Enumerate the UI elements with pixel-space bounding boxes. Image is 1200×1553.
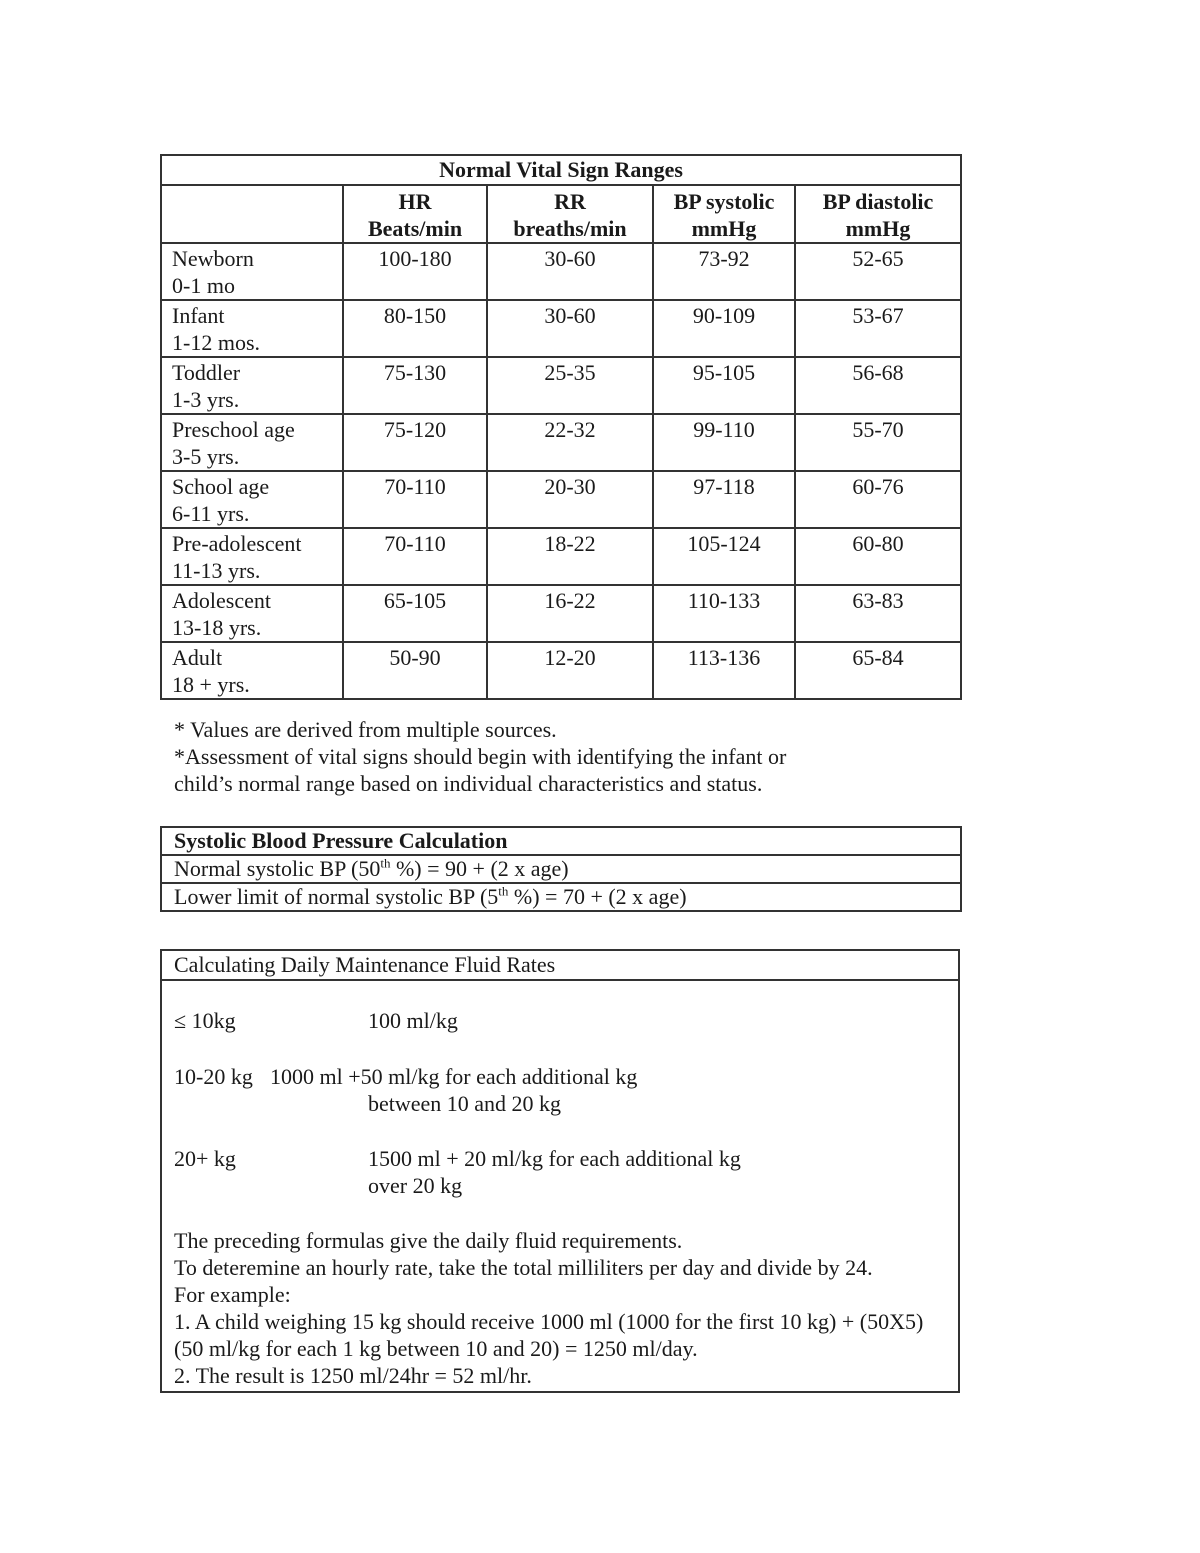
fluid-para: For example:	[174, 1282, 291, 1307]
rr-value: 18-22	[487, 528, 653, 585]
vitals-row	[161, 414, 961, 471]
vital-signs-table	[160, 154, 962, 700]
fluid-rate: 100 ml/kg	[368, 1008, 458, 1033]
bp-diastolic-value: 65-84	[795, 642, 961, 699]
note-line: * Values are derived from multiple sources.	[174, 717, 557, 742]
maintenance-fluid-box	[160, 949, 960, 1393]
sbp-title: Systolic Blood Pressure Calculation	[161, 827, 961, 855]
table-notes	[174, 716, 934, 797]
corner-cell	[161, 185, 343, 243]
fluid-rate-cont: between 10 and 20 kg	[368, 1091, 562, 1116]
hr-value: 50-90	[343, 642, 487, 699]
vitals-header-row	[161, 185, 961, 243]
age-group-cell: Pre-adolescent 11-13 yrs.	[161, 528, 343, 585]
fluid-rate-cont: over 20 kg	[368, 1173, 463, 1198]
bp-diastolic-value: 56-68	[795, 357, 961, 414]
vitals-row	[161, 528, 961, 585]
fluid-rate: 1500 ml + 20 ml/kg for each additional kg	[368, 1146, 741, 1171]
bp-systolic-value: 73-92	[653, 243, 795, 300]
hr-value: 80-150	[343, 300, 487, 357]
age-group-cell: School age 6-11 yrs.	[161, 471, 343, 528]
rr-value: 30-60	[487, 300, 653, 357]
bp-systolic-value: 113-136	[653, 642, 795, 699]
vitals-row	[161, 243, 961, 300]
rr-value: 22-32	[487, 414, 653, 471]
hr-value: 75-130	[343, 357, 487, 414]
fluid-example-2: 2. The result is 1250 ml/24hr = 52 ml/hr.	[174, 1363, 532, 1388]
bp-systolic-value: 105-124	[653, 528, 795, 585]
fluid-para: To deteremine an hourly rate, take the total milliliters per day and divide by 24.	[174, 1255, 873, 1280]
rr-value: 16-22	[487, 585, 653, 642]
col-header-hr: HR Beats/min	[343, 185, 487, 243]
vitals-row	[161, 642, 961, 699]
fluid-rate: 1000 ml +50 ml/kg for each additional kg	[270, 1064, 638, 1089]
bp-systolic-value: 110-133	[653, 585, 795, 642]
bp-systolic-value: 95-105	[653, 357, 795, 414]
bp-systolic-value: 97-118	[653, 471, 795, 528]
sbp-normal-formula: Normal systolic BP (50th %) = 90 + (2 x age)	[161, 855, 961, 883]
sbp-lower-limit-formula: Lower limit of normal systolic BP (5th %) = 70 + (2 x age)	[161, 883, 961, 911]
age-group-cell: Adult 18 + yrs.	[161, 642, 343, 699]
rr-value: 25-35	[487, 357, 653, 414]
bp-diastolic-value: 55-70	[795, 414, 961, 471]
rr-value: 12-20	[487, 642, 653, 699]
bp-diastolic-value: 63-83	[795, 585, 961, 642]
age-group-cell: Newborn 0-1 mo	[161, 243, 343, 300]
vitals-body	[161, 243, 961, 699]
weight-range: 20+ kg	[174, 1146, 236, 1171]
bp-systolic-value: 90-109	[653, 300, 795, 357]
hr-value: 65-105	[343, 585, 487, 642]
age-group-cell: Adolescent 13-18 yrs.	[161, 585, 343, 642]
vitals-row	[161, 585, 961, 642]
bp-systolic-value: 99-110	[653, 414, 795, 471]
bp-diastolic-value: 53-67	[795, 300, 961, 357]
hr-value: 70-110	[343, 528, 487, 585]
fluid-explanation	[174, 1227, 944, 1389]
vitals-table-title: Normal Vital Sign Ranges	[161, 155, 961, 185]
hr-value: 70-110	[343, 471, 487, 528]
weight-range: ≤ 10kg	[174, 1008, 236, 1033]
systolic-bp-calculation-box	[160, 826, 962, 912]
vitals-row	[161, 471, 961, 528]
age-group-cell: Preschool age 3-5 yrs.	[161, 414, 343, 471]
rr-value: 20-30	[487, 471, 653, 528]
col-header-bp-systolic: BP systolic mmHg	[653, 185, 795, 243]
fluid-para: The preceding formulas give the daily fluid requirements.	[174, 1228, 683, 1253]
weight-range: 10-20 kg	[174, 1064, 253, 1089]
col-header-bp-diastolic: BP diastolic mmHg	[795, 185, 961, 243]
hr-value: 100-180	[343, 243, 487, 300]
bp-diastolic-value: 60-80	[795, 528, 961, 585]
vitals-row	[161, 300, 961, 357]
col-header-rr: RR breaths/min	[487, 185, 653, 243]
age-group-cell: Toddler 1-3 yrs.	[161, 357, 343, 414]
note-line: child’s normal range based on individual characteristics and status.	[174, 771, 763, 796]
bp-diastolic-value: 52-65	[795, 243, 961, 300]
fluid-example-1: 1. A child weighing 15 kg should receive 1000 ml (1000 for the first 10 kg) + (50X5) (50 ml/kg for each 1 kg between 10 and 20) = 1250 ml/day.	[174, 1309, 924, 1361]
vitals-row	[161, 357, 961, 414]
fluid-box-title: Calculating Daily Maintenance Fluid Rates	[162, 951, 958, 981]
hr-value: 75-120	[343, 414, 487, 471]
note-line: *Assessment of vital signs should begin with identifying the infant or	[174, 744, 787, 769]
rr-value: 30-60	[487, 243, 653, 300]
age-group-cell: Infant 1-12 mos.	[161, 300, 343, 357]
bp-diastolic-value: 60-76	[795, 471, 961, 528]
